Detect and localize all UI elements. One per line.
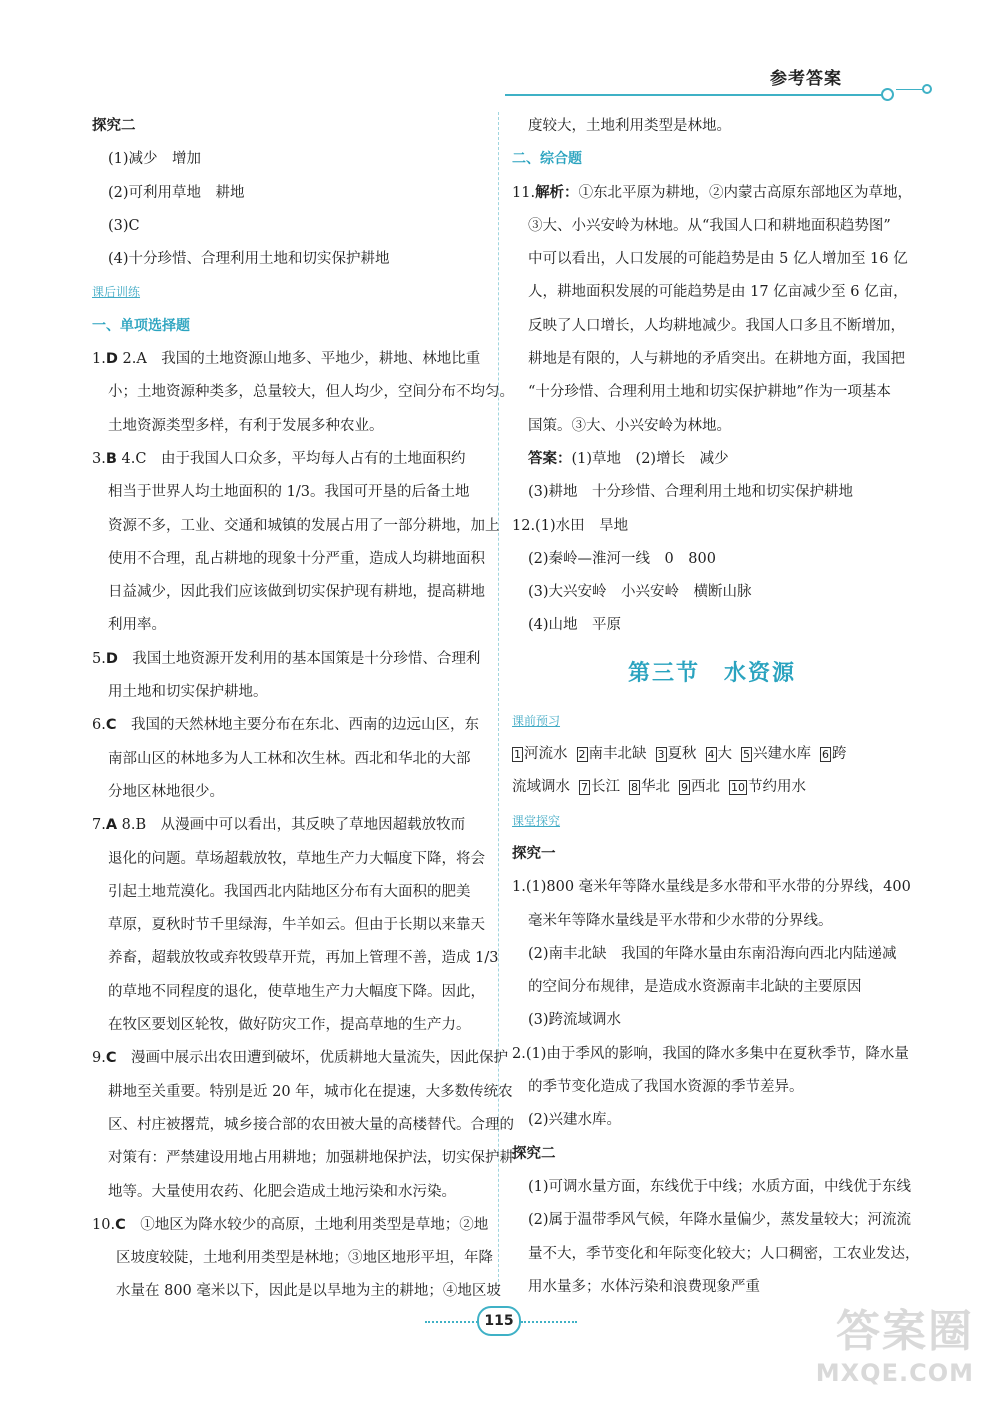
text-line: 中可以看出，人口发展的可能趋势是由 5 亿人增加至 16 亿 <box>528 251 908 268</box>
question-line: 12.(1)水田 旱地 <box>512 517 629 534</box>
answer-item <box>512 177 912 210</box>
number-box: 7 <box>581 780 588 794</box>
answer-choice: C <box>105 1050 117 1067</box>
number-box: 4 <box>707 747 715 761</box>
section-heading-blue: 一、单项选择题 <box>92 317 190 334</box>
text-line: 相当于世界人均土地面积的 1/3。我国可开垦的后备土地 <box>108 484 470 501</box>
text-line: 量不大，季节变化和年际变化较大；人口稠密，工农业发达， <box>528 1245 920 1262</box>
answer-choice: B <box>105 450 117 467</box>
number-box: 1 <box>514 747 521 761</box>
answer-line: (4)山地 平原 <box>528 617 622 634</box>
text-line: “十分珍惜、合理利用土地和切实保护耕地”作为一项基本 <box>528 384 891 401</box>
header-dot-1 <box>881 88 894 101</box>
text-line: ③大、小兴安岭为林地。从“我国人口和耕地面积趋势图” <box>528 217 891 234</box>
answer-line: (3)跨流域调水 <box>528 1012 622 1029</box>
text-line: 耕地是有限的，人与耕地的矛盾突出。在耕地方面，我国把 <box>528 351 905 368</box>
answer-explanation: 我国的天然林地主要分布在东北、西南的边远山区，东 <box>116 717 479 734</box>
number-box: 9 <box>681 780 688 794</box>
text-line: 的草地不同程度的退化，使草地生产力大幅度下降。因此， <box>108 983 485 1000</box>
answer-item <box>92 443 487 476</box>
text-line: 用水量多；水体污染和浪费现象严重 <box>528 1278 760 1295</box>
answer-line: (3)大兴安岭 小兴安岭 横断山脉 <box>528 584 752 601</box>
text-line: 反映了人口增长，人均耕地减少。我国人口多且不断增加， <box>528 317 905 334</box>
answer-line: (2)属于温带季风气候，年降水量偏少，蒸发量较大；河流流 <box>528 1212 912 1229</box>
answer-line: (2)秦岭—淮河一线 0 800 <box>528 550 716 567</box>
question-number: 6. <box>92 717 106 734</box>
text-line: 度较大，土地利用类型是林地。 <box>528 118 731 134</box>
answer-text: (1)草地 (2)增长 减少 <box>571 450 729 467</box>
question-number: 7. <box>92 817 106 834</box>
header-title: 参考答案 <box>770 69 842 89</box>
answer-item <box>92 1209 487 1242</box>
text-line: 地等。大量使用农药、化肥会造成土地污染和水污染。 <box>108 1183 456 1200</box>
answer-explanation: 8.B 从漫画中可以看出，其反映了草地因超载放牧而 <box>117 817 466 834</box>
header-rule <box>505 94 887 96</box>
answer-explanation: 2.A 我国的土地资源山地多、平地少，耕地、林地比重 <box>117 351 481 368</box>
right-column <box>512 110 920 1304</box>
answer-line: (2)南丰北缺 我国的年降水量由东南沿海向西北内陆递减 <box>528 945 897 962</box>
number-box: 6 <box>822 747 829 761</box>
page-footer <box>425 1306 575 1336</box>
preview-answer: 河流水 <box>524 746 568 763</box>
answer-line: (2)兴建水库。 <box>528 1112 622 1129</box>
text-line: 养畜，超载放牧或弃牧毁草开荒，再加上管理不善，造成 1/3 <box>108 950 499 967</box>
preview-answer: 节约用水 <box>748 779 806 796</box>
text-line: 水量在 800 毫米以下，因此是以旱地为主的耕地；④地区坡 <box>116 1283 501 1300</box>
preview-answer: 长江 <box>591 779 620 796</box>
text-line: 资源不多，工业、交通和城镇的发展占用了一部分耕地，加上 <box>108 517 500 534</box>
answer-choice: A <box>105 817 118 834</box>
question-number: 9. <box>92 1050 106 1067</box>
preview-answer: 华北 <box>641 779 670 796</box>
answer-line: (3)耕地 十分珍惜、合理利用土地和切实保护耕地 <box>528 484 854 501</box>
text-line: 区、村庄被撂荒，城乡接合部的农田被大量的高楼替代。合理的 <box>108 1116 514 1133</box>
preview-answers <box>512 771 912 804</box>
preview-answer: 跨 <box>832 746 847 763</box>
preview-answer: 夏秋 <box>667 746 697 763</box>
text-line: 对策有：严禁建设用地占用耕地；加强耕地保护法，切实保护耕 <box>108 1150 514 1167</box>
section-heading: 探究二 <box>512 1145 556 1162</box>
section-heading-blue: 二、综合题 <box>512 151 582 168</box>
number-box: 5 <box>743 747 750 761</box>
text-line: 人，耕地面积发展的可能趋势是由 17 亿亩减少至 6 亿亩， <box>528 284 908 301</box>
text-line: 分地区林地很少。 <box>108 783 224 800</box>
text-line: 国策。③大、小兴安岭为林地。 <box>528 417 731 434</box>
answer-item <box>92 643 487 676</box>
question-number: 1. <box>92 351 106 368</box>
answer-line: (4)十分珍惜、合理利用土地和切实保护耕地 <box>108 251 390 268</box>
text-line: 土地资源类型多样，有利于发展多种农业。 <box>108 417 384 434</box>
answer-choice: D <box>105 351 118 368</box>
answer-explanation: ①地区为降水较少的高原，土地利用类型是草地；②地 <box>125 1216 489 1233</box>
watermark-logo: 答案圈 <box>836 1306 974 1357</box>
answer-line: (2)可利用草地 耕地 <box>108 184 245 201</box>
preview-text: 流域调水 <box>512 779 570 796</box>
section-heading: 探究二 <box>92 118 136 134</box>
answer-item <box>92 1042 508 1075</box>
text-line: 区坡度较陡，土地利用类型是林地；③地区地形平坦，年降 <box>116 1250 493 1267</box>
question-number: 3. <box>92 450 106 467</box>
watermark <box>816 1295 974 1387</box>
text-line: 用土地和切实保护耕地。 <box>108 684 268 701</box>
answer-line: (3)C <box>108 217 140 234</box>
number-box: 2 <box>578 747 586 761</box>
preview-answer: 兴建水库 <box>753 746 811 763</box>
answer-item <box>512 443 912 476</box>
section-label: 课后训练 <box>92 285 141 300</box>
question-line: 1.(1)800 毫米年等降水量线是多水带和平水带的分界线，400 <box>512 879 911 896</box>
text-line: 毫米年等降水量线是平水带和少水带的分界线。 <box>528 912 833 929</box>
chapter-title: 第三节 水资源 <box>627 660 796 686</box>
left-column <box>92 110 514 1309</box>
number-box: 10 <box>731 780 745 794</box>
answer-line: (1)减少 增加 <box>108 151 202 168</box>
question-number: 5. <box>92 650 106 667</box>
preview-answer: 西北 <box>691 779 720 796</box>
text-line: 在牧区要划区轮牧，做好防灾工作，提高草地的生产力。 <box>108 1017 471 1034</box>
answer-label: 答案： <box>528 450 572 467</box>
answer-choice: C <box>115 1216 126 1233</box>
section-label: 课前预习 <box>512 713 561 728</box>
text-line: 使用不合理，乱占耕地的现象十分严重，造成人均耕地面积 <box>108 550 485 567</box>
question-number: 10. <box>92 1216 116 1233</box>
page-number: 115 <box>477 1306 521 1336</box>
text-line: 的空间分布规律，是造成水资源南丰北缺的主要原因 <box>528 979 862 996</box>
text-line: 日益减少，因此我们应该做到切实保护现有耕地，提高耕地 <box>108 584 485 601</box>
question-number: 11. <box>512 184 536 201</box>
answer-choice: D <box>105 650 118 667</box>
header-dot-2 <box>922 84 932 94</box>
text-line: 小；土地资源种类多，总量较大，但人均少，空间分布不均匀。 <box>108 384 514 401</box>
text-line: 草原，夏秋时节千里绿海，牛羊如云。但由于长期以来靠天 <box>108 917 485 934</box>
text-line: 利用率。 <box>108 617 166 634</box>
preview-answers <box>512 738 912 771</box>
answer-explanation: 我国土地资源开发利用的基本国策是十分珍惜、合理利 <box>117 650 481 667</box>
answer-choice: C <box>105 717 117 734</box>
preview-answer: 大 <box>717 746 732 763</box>
analysis-text: ①东北平原为耕地，②内蒙古高原东部地区为草地， <box>578 184 913 201</box>
footer-dots-right <box>521 1321 577 1323</box>
text-line: 耕地至关重要。特别是近 20 年，城市化在提速，大多数传统农 <box>108 1083 513 1100</box>
answer-item <box>92 343 487 376</box>
answer-item <box>92 809 487 842</box>
text-line: 引起土地荒漠化。我国西北内陆地区分布有大面积的肥美 <box>108 883 471 900</box>
question-line: 2.(1)由于季风的影响，我国的降水多集中在夏秋季节，降水量 <box>512 1045 909 1062</box>
number-box: 8 <box>631 780 638 794</box>
answer-line: (1)可调水量方面，东线优于中线；水质方面，中线优于东线 <box>528 1178 912 1195</box>
number-box: 3 <box>657 747 665 761</box>
text-line: 南部山区的林地多为人工林和次生林。西北和华北的大部 <box>108 750 471 767</box>
section-heading: 探究一 <box>512 845 556 862</box>
section-label: 课堂探究 <box>512 813 561 828</box>
watermark-url: MXQE.COM <box>815 1359 974 1387</box>
answer-explanation: 4.C 由于我国人口众多，平均每人占有的土地面积约 <box>116 450 466 467</box>
text-line: 的季节变化造成了我国水资源的季节差异。 <box>528 1079 804 1096</box>
analysis-label: 解析： <box>535 184 579 201</box>
text-line: 退化的问题。草场超载放牧，草地生产力大幅度下降，将会 <box>108 850 485 867</box>
answer-explanation: 漫画中展示出农田遭到破坏，优质耕地大量流失，因此保护 <box>116 1050 508 1067</box>
preview-answer: 南丰北缺 <box>588 746 647 763</box>
answer-item <box>92 709 487 742</box>
footer-dots-left <box>425 1321 481 1323</box>
